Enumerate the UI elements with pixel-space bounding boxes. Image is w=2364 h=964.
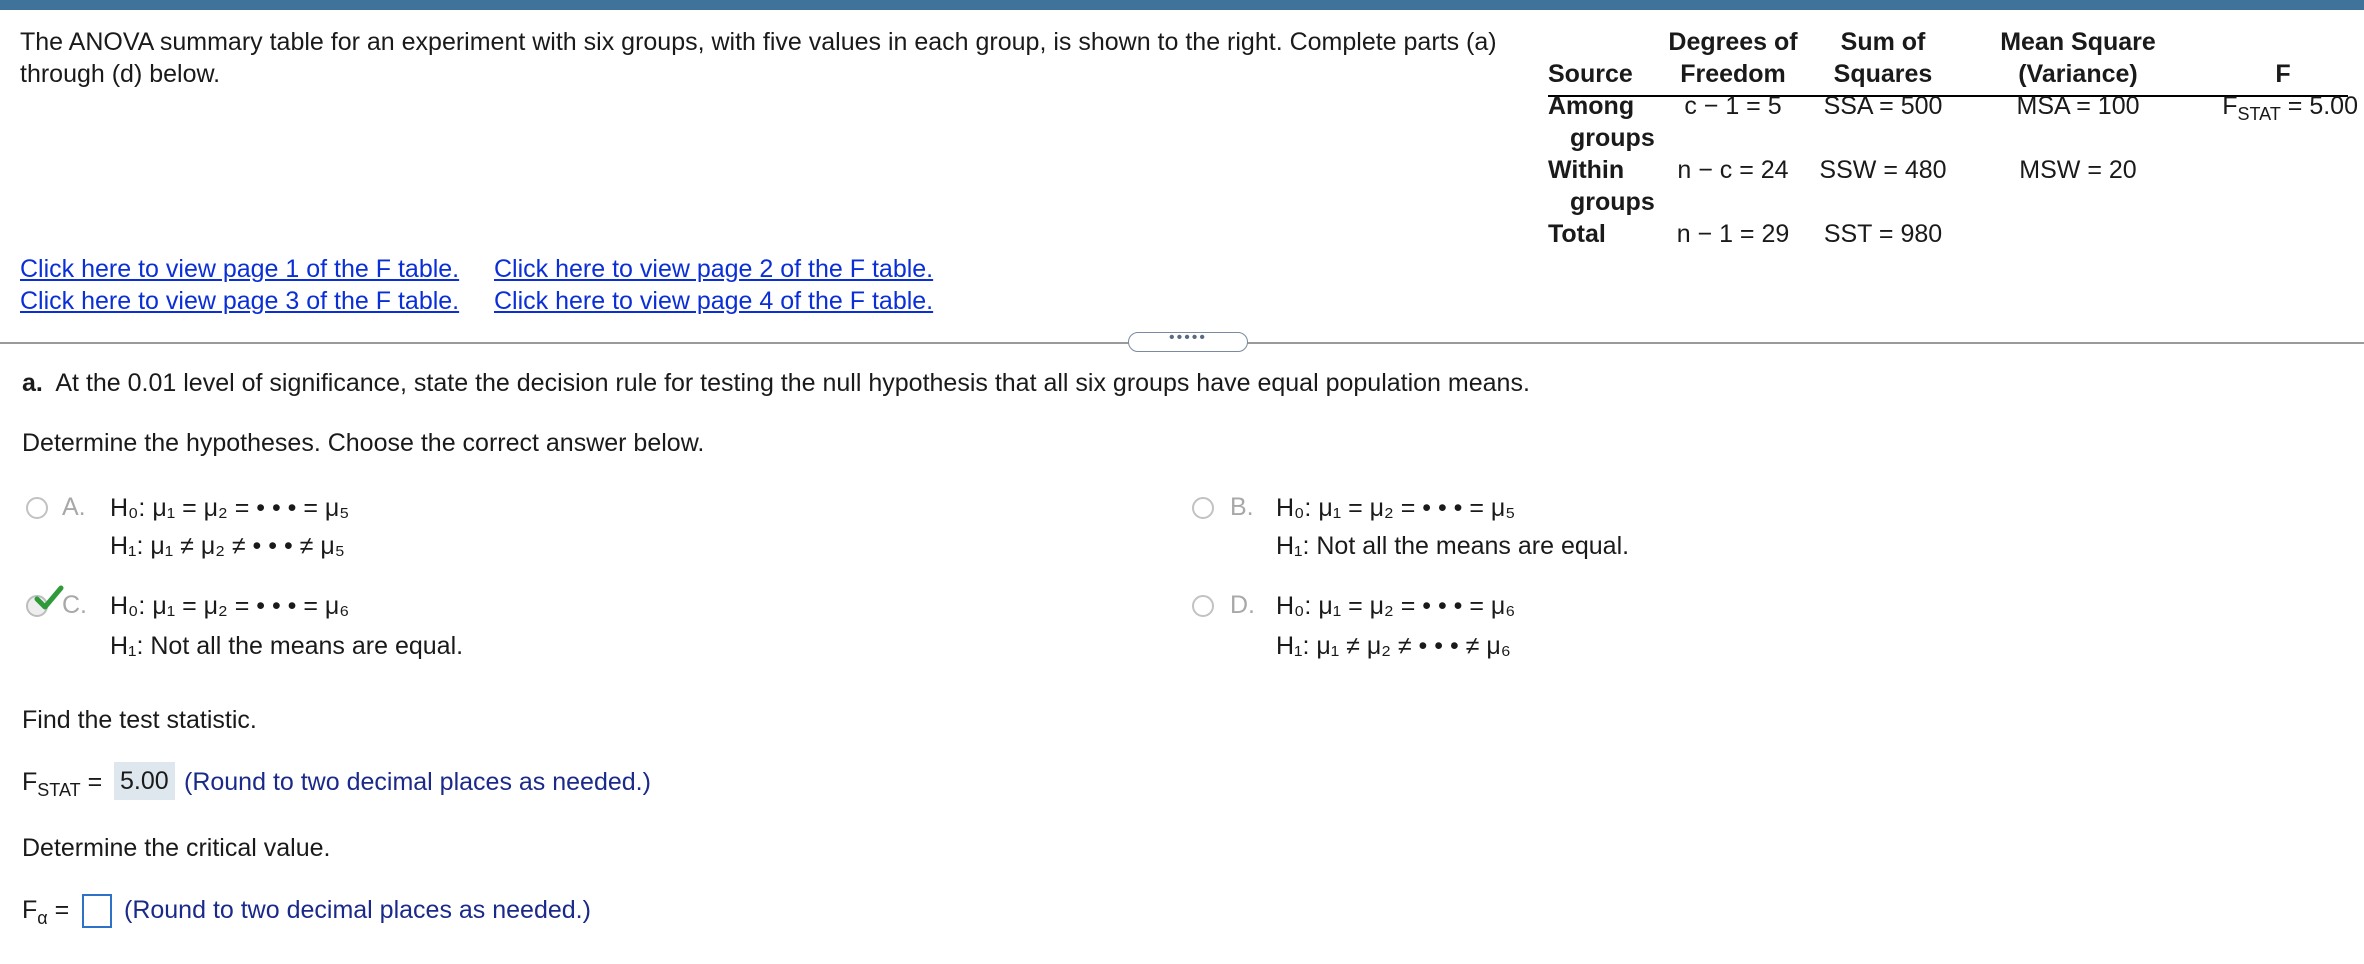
part-a-question	[22, 367, 1530, 399]
f-stat-equals: =	[80, 768, 103, 796]
problem-intro: The ANOVA summary table for an experiment with six groups, with five values in each group, is shown to the right. Complete parts (a) through (d) below.	[20, 28, 1497, 88]
anova-table	[1548, 26, 2358, 258]
f-table-page4-link[interactable]: Click here to view page 4 of the F table.	[494, 287, 934, 315]
row-total-df: n − 1 = 29	[1676, 220, 1790, 248]
f-stat-label	[22, 768, 102, 801]
part-a-label: a.	[22, 369, 43, 397]
row-within-ms: MSW = 20	[2019, 156, 2137, 184]
checkmark-icon	[34, 584, 64, 612]
header-ss-line2: Squares	[1833, 60, 1933, 88]
f-alpha-equals: =	[47, 896, 70, 924]
header-ms-line2: (Variance)	[2018, 60, 2138, 88]
option-d-radio[interactable]	[1192, 595, 1214, 617]
option-a-h0: H₀: μ₁ = μ₂ = • • • = μ₅	[110, 494, 350, 522]
row-total-ss: SST = 980	[1823, 220, 1943, 248]
option-c-h0: H₀: μ₁ = μ₂ = • • • = μ₆	[110, 592, 350, 620]
option-c-h1: H₁: Not all the means are equal.	[110, 632, 464, 660]
critical-value-prompt: Determine the critical value.	[22, 834, 331, 862]
f-table-page2-link[interactable]: Click here to view page 2 of the F table.	[494, 255, 934, 283]
option-d-letter: D.	[1230, 591, 1255, 619]
f-alpha-label	[22, 896, 69, 929]
header-ss-line1: Sum of	[1840, 28, 1926, 56]
f-stat-main: F	[2222, 92, 2238, 120]
f-table-page1-link[interactable]: Click here to view page 1 of the F table.	[20, 255, 460, 283]
row-among-source-line2: groups	[1570, 124, 1655, 152]
header-f: F	[2275, 60, 2291, 88]
option-d-h1: H₁: μ₁ ≠ μ₂ ≠ • • • ≠ μ₆	[1276, 632, 1511, 660]
option-b-letter: B.	[1230, 493, 1254, 521]
f-table-page3-link[interactable]: Click here to view page 3 of the F table.	[20, 287, 460, 315]
option-c-letter: C.	[62, 591, 87, 619]
f-stat-answer: 5.00	[114, 762, 175, 800]
f-stat-value: = 5.00	[2280, 92, 2358, 120]
f-alpha-label-main: F	[22, 896, 38, 924]
top-accent-bar	[0, 0, 2364, 10]
option-b-radio[interactable]	[1192, 497, 1214, 519]
header-df-line2: Freedom	[1680, 60, 1786, 88]
option-a-letter: A.	[62, 493, 86, 521]
row-within-source	[1548, 154, 1658, 218]
row-among-ss: SSA = 500	[1823, 92, 1943, 120]
option-b-h0: H₀: μ₁ = μ₂ = • • • = μ₅	[1276, 494, 1516, 522]
row-among-source-line1: Among	[1548, 92, 1635, 120]
f-stat-round-note: (Round to two decimal places as needed.)	[184, 768, 651, 796]
expand-handle[interactable]: •••••	[1128, 332, 1248, 352]
row-among-df: c − 1 = 5	[1684, 92, 1782, 120]
f-stat-label-main: F	[22, 768, 38, 796]
hypotheses-prompt: Determine the hypotheses. Choose the correct answer below.	[22, 429, 705, 457]
header-ms-line1: Mean Square	[2000, 28, 2156, 56]
f-stat-label-sub: STAT	[37, 780, 81, 800]
f-alpha-label-sub: α	[37, 908, 48, 928]
row-within-ss: SSW = 480	[1819, 156, 1947, 184]
f-alpha-round-note: (Round to two decimal places as needed.)	[124, 896, 591, 924]
test-stat-prompt: Find the test statistic.	[22, 706, 257, 734]
f-alpha-input[interactable]	[82, 894, 112, 928]
row-among-f	[2198, 90, 2358, 130]
option-a-h1: H₁: μ₁ ≠ μ₂ ≠ • • • ≠ μ₅	[110, 532, 345, 560]
header-df-line1: Degrees of	[1668, 28, 1798, 56]
option-a-radio[interactable]	[26, 497, 48, 519]
row-within-source-line1: Within	[1548, 156, 1625, 184]
option-d-h0: H₀: μ₁ = μ₂ = • • • = μ₆	[1276, 592, 1516, 620]
f-stat-sub: STAT	[2237, 104, 2281, 124]
part-a-text: At the 0.01 level of significance, state the decision rule for testing the null hypothesis that all six groups have equal population means.	[55, 369, 1530, 397]
option-b-h1: H₁: Not all the means are equal.	[1276, 532, 1630, 560]
header-source: Source	[1548, 60, 1633, 88]
row-among-source	[1548, 90, 1658, 154]
row-within-source-line2: groups	[1570, 188, 1655, 216]
row-total-source: Total	[1548, 220, 1606, 248]
row-among-ms: MSA = 100	[2016, 92, 2140, 120]
row-within-df: n − c = 24	[1677, 156, 1789, 184]
